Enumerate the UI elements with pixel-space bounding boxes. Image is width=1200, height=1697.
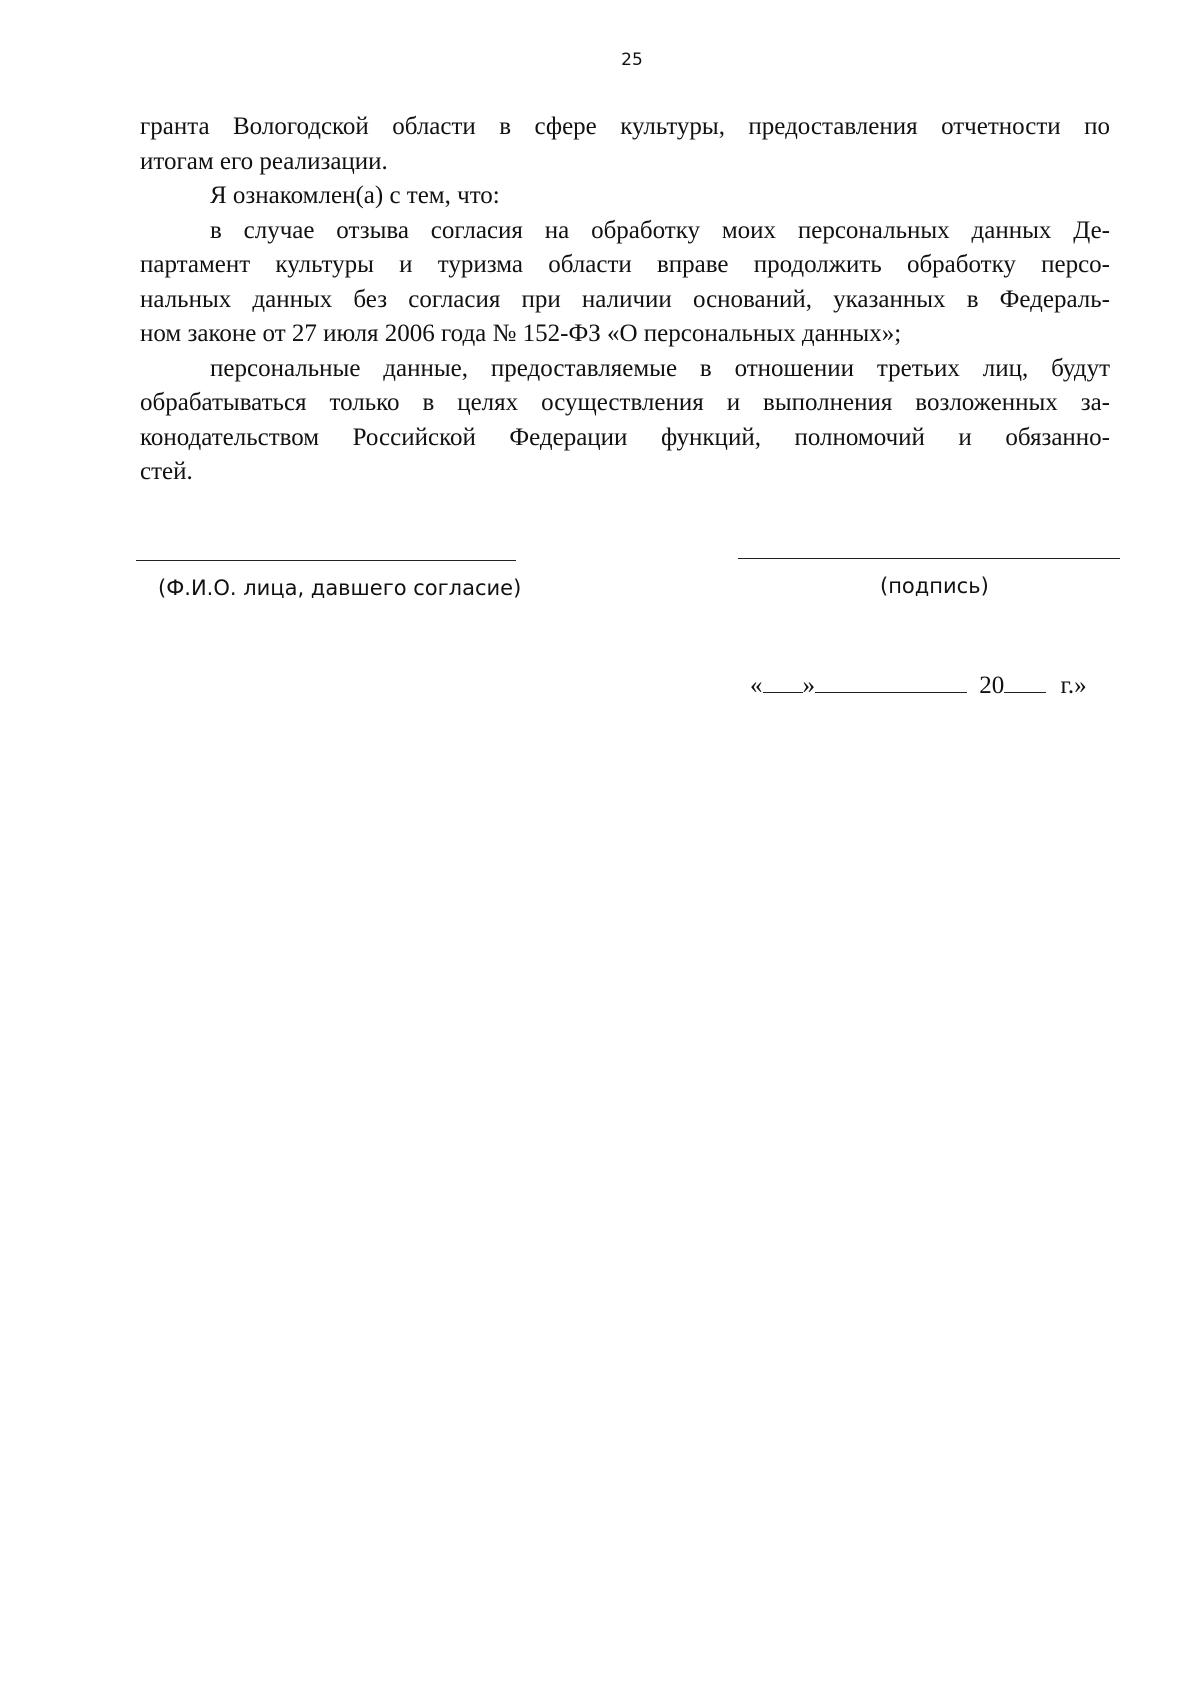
date-field [750,672,1087,700]
name-caption: (Ф.И.О. лица, давшего согласие) [158,576,522,600]
para-3-line-2: партамент культуры и туризма области вправе продолжить обработку персо- [140,251,1110,278]
signature-caption: (подпись) [880,574,989,598]
year-blank [1004,674,1046,693]
month-blank [815,674,967,693]
para-2-line-1: Я ознакомлен(а) с тем, что: [210,182,500,209]
para-1-line-2: итогам его реализации. [140,147,388,175]
para-4-line-1: персональные данные, предоставляемые в отношении третьих лиц, будут [210,354,1110,382]
para-4-line-2: обрабатываться только в целях осуществления и выполнения возложенных за- [140,389,1110,416]
signature-line [738,558,1120,559]
day-blank [763,674,803,693]
para-3-line-1: в случае отзыва согласия на обработку моих персональных данных Де- [210,216,1110,244]
para-4-line-4: стей. [140,458,193,485]
date-open-quote: « [750,672,763,699]
name-signature-line [136,560,516,561]
para-3-line-4: ном законе от 27 июля 2006 года № 152-ФЗ «О персональных данных»; [140,320,902,347]
para-4-line-3: конодательством Российской Федерации функций, полномочий и обязанно- [140,423,1110,451]
date-suffix: г.» [1060,672,1087,699]
para-3-line-3: нальных данных без согласия при наличии оснований, указанных в Федераль- [140,285,1110,313]
page-number: 25 [621,50,643,70]
date-close-quote: » [802,672,815,699]
para-1-line-1: гранта Вологодской области в сфере культуры, предоставления отчетности по [140,113,1110,140]
date-century: 20 [979,672,1005,699]
document-body [140,110,1110,490]
